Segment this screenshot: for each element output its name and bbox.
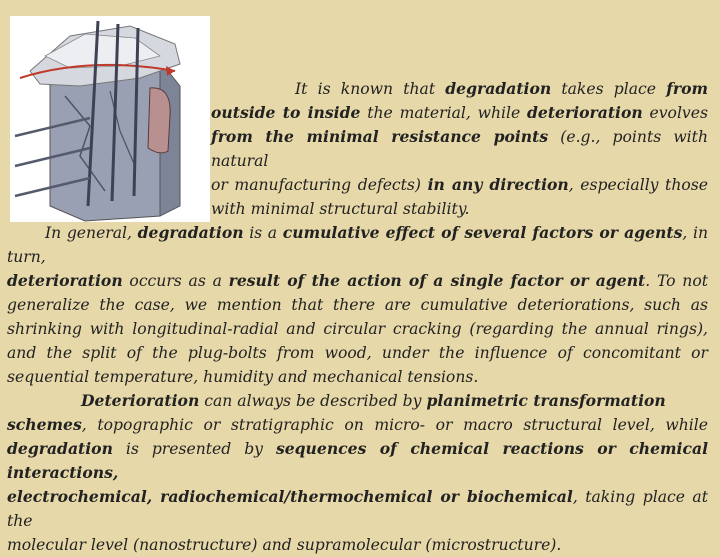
text-line: schemes, topographic or stratigraphic on micro- or macro structural level, while	[7, 415, 708, 434]
text-line: from the minimal resistance points (e.g., points with natural	[211, 127, 708, 170]
text-line: outside to inside the material, while deterioration evolves	[211, 103, 708, 122]
text-line: deterioration occurs as a result of the action of a single factor or agent. To not	[7, 271, 708, 290]
text-line: Deterioration can always be described by planimetric transformation	[81, 391, 666, 410]
text-line: electrochemical, radiochemical/thermochemical or biochemical, taking place at the	[7, 487, 708, 530]
text-line: In general, degradation is a cumulative effect of several factors or agents, in turn,	[7, 223, 708, 266]
paragraph-cumulative-effects	[7, 221, 708, 389]
text-line: with minimal structural stability.	[211, 200, 470, 218]
text-line: degradation is presented by sequences of chemical reactions or chemical interactions,	[7, 439, 708, 482]
paragraph-description-schemes	[7, 389, 708, 557]
text-line: shrinking with longitudinal-radial and circular cracking (regarding the annual rings),	[7, 320, 708, 338]
text-line: and the split of the plug-bolts from wood, under the influence of concomitant or	[7, 344, 708, 362]
text-line: It is known that degradation takes place from	[295, 79, 709, 98]
text-line: or manufacturing defects) in any direction, especially those	[211, 175, 708, 194]
split-cavity	[148, 88, 170, 153]
wood-beam-drawing	[10, 16, 210, 222]
text-line: generalize the case, we mention that there are cumulative deteriorations, such as	[7, 296, 708, 314]
paragraph-degradation-vs-deterioration	[211, 77, 708, 221]
text-line: molecular level (nanostructure) and supramolecular (microstructure).	[7, 536, 562, 554]
wood-beam-illustration	[10, 16, 210, 222]
text-line: sequential temperature, humidity and mechanical tensions.	[7, 368, 479, 386]
